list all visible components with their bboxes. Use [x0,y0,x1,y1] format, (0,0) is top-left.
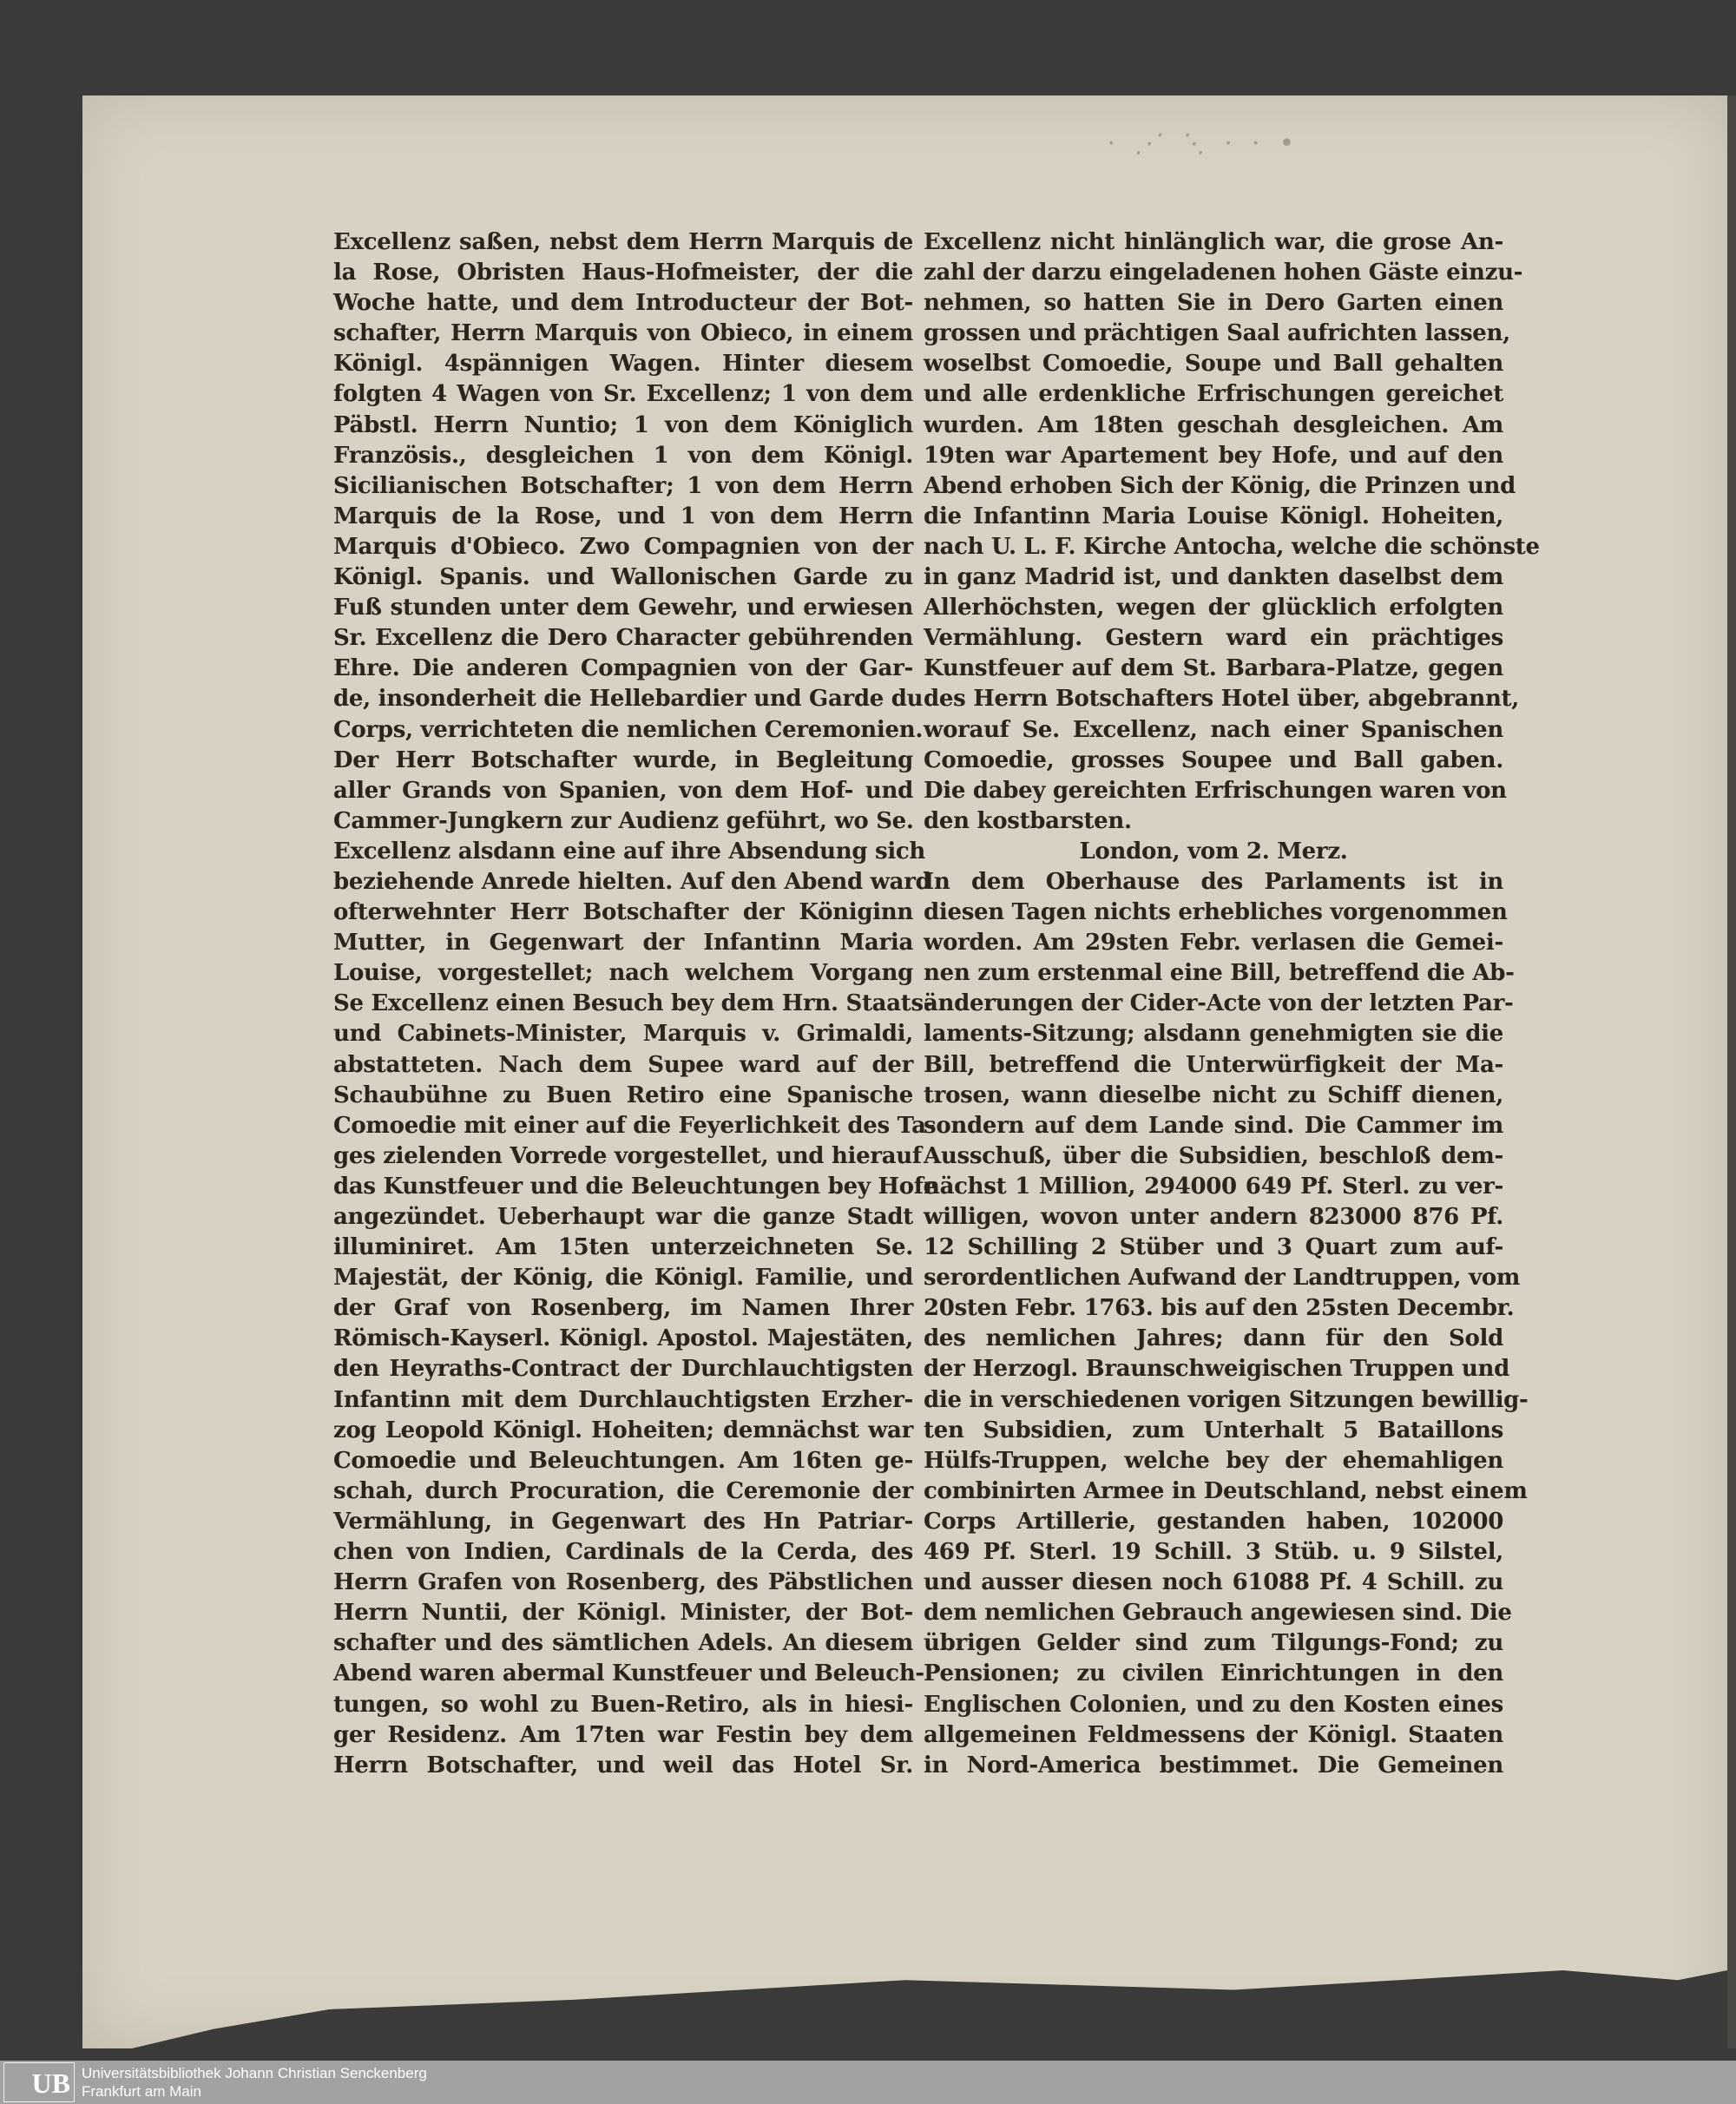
text-line: grossen und prächtigen Saal aufrichten lassen, [924,320,1510,347]
text-line: ten Subsidien, zum Unterhalt 5 Bataillons [924,1417,1503,1443]
text-line: combinirten Armee in Deutschland, nebst einem [924,1477,1528,1504]
text-line: 12 Schilling 2 Stüber und 3 Quart zum auf- [924,1234,1503,1261]
text-line: ges zielenden Vorrede vorgestellet, und hierauf [333,1142,922,1169]
text-line: der Graf von Rosenberg, im Namen Ihrer [333,1295,913,1322]
text-line: serordentlichen Aufwand der Landtruppen, vom [924,1265,1521,1292]
text-line: den Heyraths-Contract der Durchlauchtigsten [333,1356,913,1383]
text-line: willigen, wovon unter andern 823000 876 Pf. [924,1204,1503,1230]
text-line: angezündet. Ueberhaupt war die ganze Stadt [333,1204,913,1230]
text-line: Se Excellenz einen Besuch bey dem Hrn. Staats- [333,990,933,1017]
text-line: Excellenz saßen, nebst dem Herrn Marquis de [333,229,913,255]
left-text-column [333,227,937,1781]
text-line: Woche hatte, und dem Introducteur der Bot- [333,290,913,317]
text-line: Kunstfeuer auf dem St. Barbara-Platze, gegen [924,655,1503,682]
text-line: folgten 4 Wagen von Sr. Excellenz; 1 von dem [333,381,913,408]
text-line: Comoedie und Beleuchtungen. Am 16ten ge- [333,1447,913,1474]
text-line: aller Grands von Spanien, von dem Hof- und [333,777,913,804]
text-line: Hülfs-Truppen, welche bey der ehemahligen [924,1447,1503,1474]
text-line: Sicilianischen Botschafter; 1 von dem Herrn [333,472,913,499]
text-line: Die dabey gereichten Erfrischungen waren von [924,777,1507,804]
text-line: Abend erhoben Sich der König, die Prinzen und [924,472,1516,499]
text-line: und alle erdenkliche Erfrischungen gereichet [924,381,1503,408]
text-line: In dem Oberhause des Parlaments ist in [924,868,1503,895]
text-line: Fuß stunden unter dem Gewehr, und erwiesen [333,595,913,621]
text-line: 20sten Febr. 1763. bis auf den 25sten Decembr. [924,1295,1515,1322]
text-line: laments-Sitzung; alsdann genehmigten sie die [924,1021,1503,1048]
text-line: Ausschuß, über die Subsidien, beschloß dem- [924,1142,1503,1169]
text-line: woselbst Comoedie, Soupe und Ball gehalten [924,351,1503,378]
text-line: Corps Artillerie, gestanden haben, 102000 [924,1508,1503,1535]
text-line: Pensionen; zu civilen Einrichtungen in den [924,1660,1503,1687]
page-edge [1727,95,1736,2048]
text-line: übrigen Gelder sind zum Tilgungs-Fond; zu [924,1630,1503,1657]
text-line: Bill, betreffend die Unterwürfigkeit der Ma- [924,1051,1503,1078]
text-line: Herrn Grafen von Rosenberg, des Päbstlichen [333,1569,913,1596]
text-line: der Herzogl. Braunschweigischen Truppen und [924,1356,1509,1383]
text-line: Corps, verrichteten die nemlichen Ceremonien. [333,716,924,743]
text-line: Louise, vorgestellet; nach welchem Vorgang [333,960,913,987]
text-line: wurden. Am 18ten geschah desgleichen. Am [924,411,1503,438]
handwritten-marks: ⋅ ⋰ ⋱ ⋅ ⋅ • [1107,128,1300,159]
text-line: Infantinn mit dem Durchlauchtigsten Erzher- [333,1386,913,1413]
text-line: Sr. Excellenz die Dero Character gebührenden [333,625,913,652]
text-line: Excellenz nicht hinlänglich war, die grose An- [924,229,1503,255]
text-line: zahl der darzu eingeladenen hohen Gäste einzu- [924,260,1523,286]
text-line: Mutter, in Gegenwart der Infantinn Maria [333,930,913,957]
text-line: Der Herr Botschafter wurde, in Begleitung [333,746,913,773]
text-line: Herrn Nuntii, der Königl. Minister, der Bot- [333,1600,913,1627]
text-line: und Cabinets-Minister, Marquis v. Grimaldi, [333,1021,913,1048]
text-line: und ausser diesen noch 61088 Pf. 4 Schill. zu [924,1569,1503,1596]
text-line: die in verschiedenen vorigen Sitzungen bewillig- [924,1386,1529,1413]
text-line: Herrn Botschafter, und weil das Hotel Sr. [333,1752,913,1779]
text-line: Abend waren abermal Kunstfeuer und Beleuch- [333,1660,924,1687]
text-line: Französis., desgleichen 1 von dem Königl. [333,442,913,469]
text-line: illuminiret. Am 15ten unterzeichneten Se. [333,1234,913,1261]
institution-city: Frankfurt am Main [82,2083,201,2100]
text-line: in ganz Madrid ist, und dankten daselbst dem [924,564,1503,591]
text-line: Vermählung, in Gegenwart des Hn Patriar- [333,1508,913,1535]
text-line: Vermählung. Gestern ward ein prächtiges [924,625,1503,652]
text-line: 469 Pf. Sterl. 19 Schill. 3 Stüb. u. 9 Silstel, [924,1539,1503,1566]
text-line: 19ten war Apartement bey Hofe, und auf den [924,442,1503,469]
text-line: nen zum erstenmal eine Bill, betreffend die Ab- [924,960,1515,987]
text-line: änderungen der Cider-Acte von der letzten Par- [924,990,1514,1017]
text-line: Schaubühne zu Buen Retiro eine Spanische [333,1082,913,1108]
text-line: Päbstl. Herrn Nuntio; 1 von dem Königlich [333,411,913,438]
text-line: Marquis de la Rose, und 1 von dem Herrn [333,503,913,529]
text-line: sondern auf dem Lande sind. Die Cammer im [924,1112,1503,1139]
text-line: Cammer-Jungkern zur Audienz geführt, wo Se. [333,807,914,834]
text-line: Ehre. Die anderen Compagnien von der Gar- [333,655,913,682]
text-line: schah, durch Procuration, die Ceremonie der [333,1477,913,1504]
text-line: Allerhöchsten, wegen der glücklich erfolgten [924,595,1503,621]
text-line: de, insonderheit die Hellebardier und Garde du [333,686,924,713]
institution-name: Universitätsbibliothek Johann Christian Senckenberg [82,2065,427,2081]
text-line: allgemeinen Feldmessens der Königl. Staaten [924,1721,1503,1748]
text-line: worauf Se. Excellenz, nach einer Spanischen [924,716,1503,743]
text-line: das Kunstfeuer und die Beleuchtungen bey Hofe [333,1173,937,1200]
text-line: Römisch-Kayserl. Königl. Apostol. Majestäten, [333,1325,913,1352]
text-line: la Rose, Obristen Haus-Hofmeister, der die [333,260,913,286]
text-line: Majestät, der König, die Königl. Familie, und [333,1265,913,1292]
text-line: ofterwehnter Herr Botschafter der Königinn [333,899,913,926]
text-line: Excellenz alsdann eine auf ihre Absendung sich [333,838,926,865]
text-line: worden. Am 29sten Febr. verlasen die Gemei- [924,930,1503,957]
text-line: den kostbarsten. [924,807,1132,834]
text-line: Königl. Spanis. und Wallonischen Garde zu [333,564,913,591]
dateline: London, vom 2. Merz. [1079,838,1348,865]
text-line: diesen Tagen nichts erhebliches vorgenommen [924,899,1508,926]
text-line: abstatteten. Nach dem Supee ward auf der [333,1051,913,1078]
text-line: Englischen Colonien, und zu den Kosten eines [924,1691,1503,1718]
text-line: schafter, Herrn Marquis von Obieco, in einem [333,320,913,347]
text-line: Comoedie mit einer auf die Feyerlichkeit des Ta- [333,1112,936,1139]
text-line: nach U. L. F. Kirche Antocha, welche die schönste [924,533,1540,560]
text-line: des Herrn Botschafters Hotel über, abgebrannt, [924,686,1520,713]
text-line: Marquis d'Obieco. Zwo Compagnien von der [333,533,913,560]
text-line: die Infantinn Maria Louise Königl. Hoheiten, [924,503,1503,529]
library-footer [0,2061,1736,2104]
text-line: tungen, so wohl zu Buen-Retiro, als in hiesi- [333,1691,913,1718]
text-line: zog Leopold Königl. Hoheiten; demnächst war [333,1417,913,1443]
text-line: schafter und des sämtlichen Adels. An diesem [333,1630,913,1657]
right-text-column [924,227,1540,1781]
text-line: nächst 1 Million, 294000 649 Pf. Sterl. zu ver- [924,1173,1503,1200]
text-line: beziehende Anrede hielten. Auf den Abend ward [333,868,931,895]
footer-text [82,2064,427,2101]
text-line: des nemlichen Jahres; dann für den Sold [924,1325,1503,1352]
text-line: trosen, wann dieselbe nicht zu Schiff dienen, [924,1082,1503,1108]
text-line: Königl. 4spännigen Wagen. Hinter diesem [333,351,913,378]
text-line: in Nord-America bestimmet. Die Gemeinen [924,1752,1503,1779]
text-line: chen von Indien, Cardinals de la Cerda, des [333,1539,913,1566]
text-line: nehmen, so hatten Sie in Dero Garten einen [924,290,1503,317]
text-line: Comoedie, grosses Soupee und Ball gaben. [924,746,1503,773]
text-line: dem nemlichen Gebrauch angewiesen sind. Die [924,1600,1512,1627]
ub-logo: UB [3,2062,75,2102]
text-line: ger Residenz. Am 17ten war Festin bey dem [333,1721,913,1748]
